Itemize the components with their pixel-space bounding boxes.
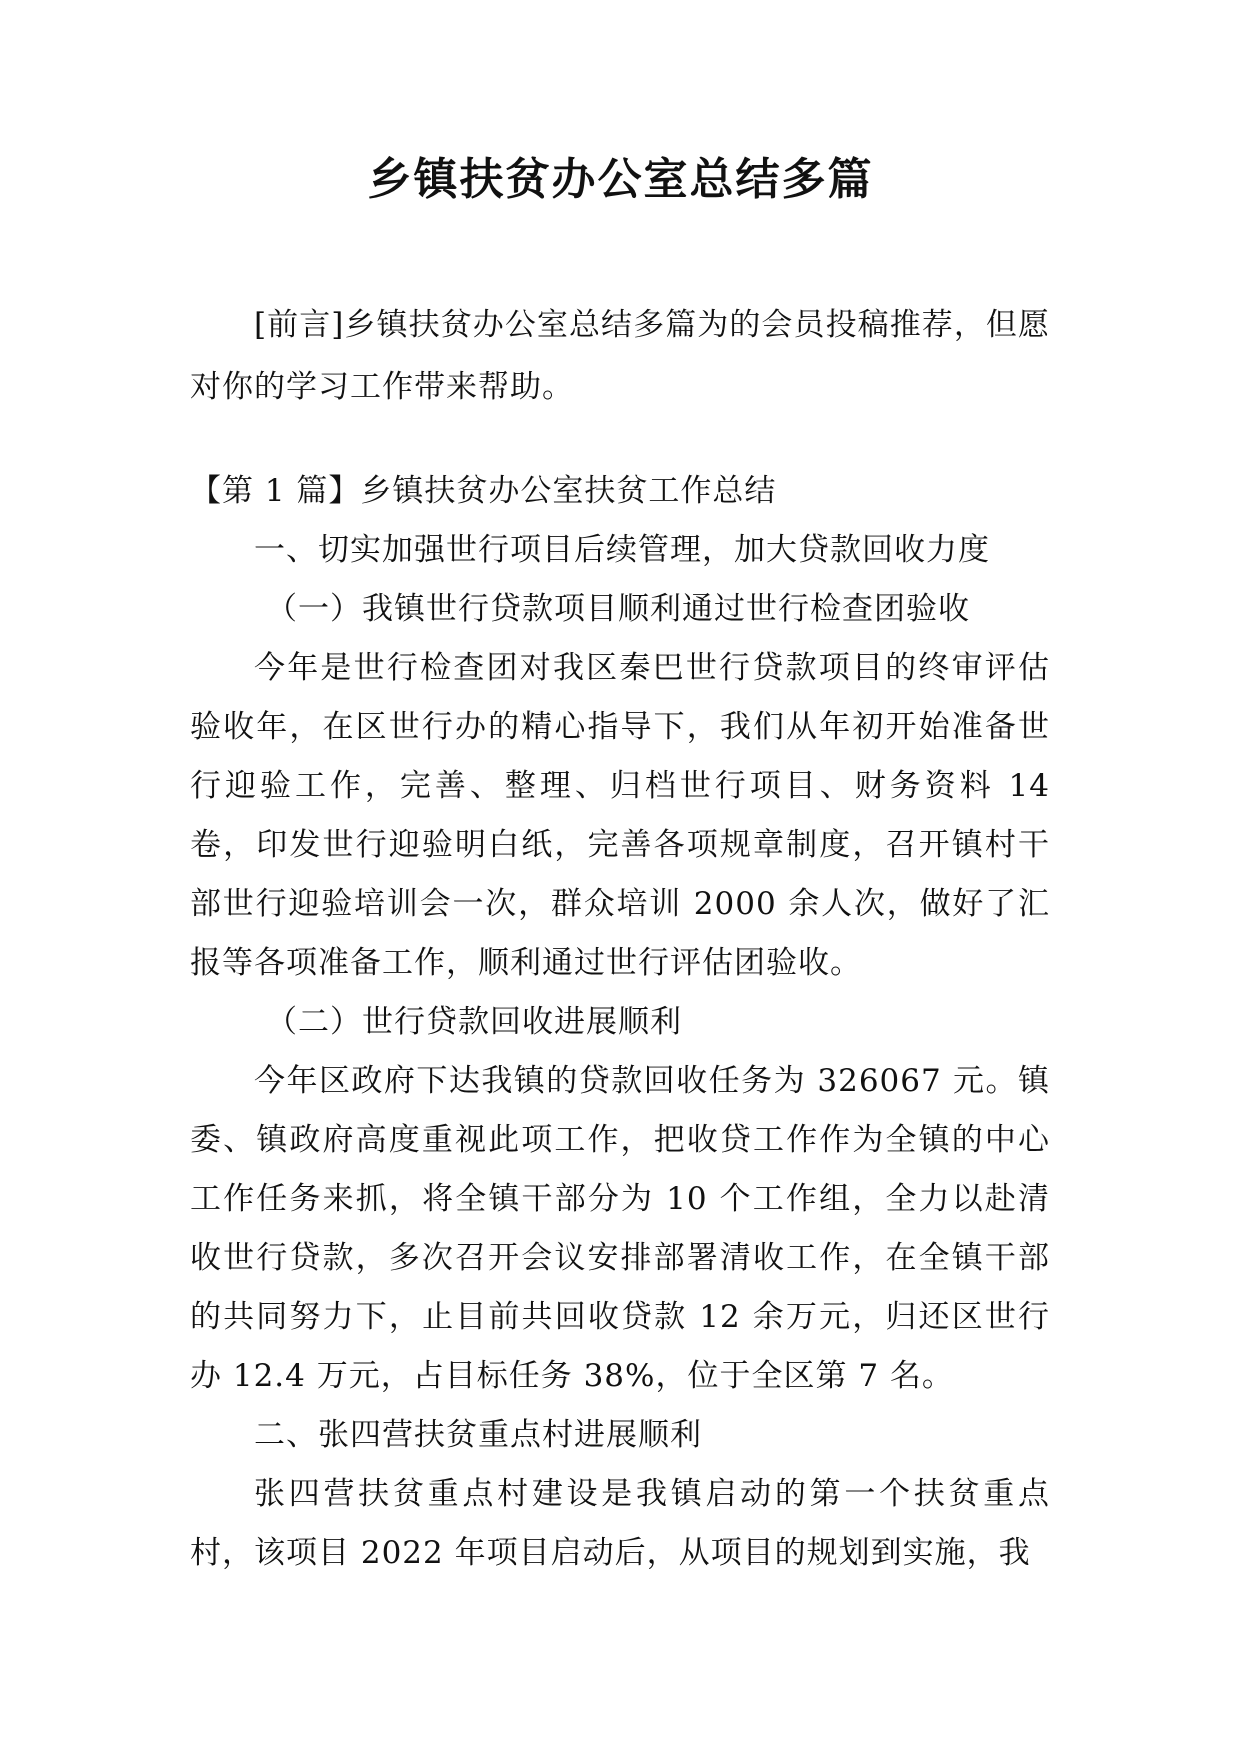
subheading-2: 二、张四营扶贫重点村进展顺利 xyxy=(254,1417,702,1453)
document-title: 乡镇扶贫办公室总结多篇 xyxy=(367,154,874,205)
section-heading: 【第 1 篇】乡镇扶贫办公室扶贫工作总结 xyxy=(190,473,777,509)
document-body xyxy=(190,462,1050,1583)
subheading-1-1: （一）我镇世行贷款项目顺利通过世行检查团验收 xyxy=(266,591,970,627)
subheading-1: 一、切实加强世行项目后续管理，加大贷款回收力度 xyxy=(254,532,990,568)
body-paragraph: 张四营扶贫重点村建设是我镇启动的第一个扶贫重点村，该项目 2022 年项目启动后，从项目的规划到实施，我 xyxy=(190,1476,1050,1571)
body-paragraph: 今年是世行检查团对我区秦巴世行贷款项目的终审评估验收年，在区世行办的精心指导下，我们从年初开始准备世行迎验工作，完善、整理、归档世行项目、财务资料 14 卷，印发世行迎验明白纸，完善各项规章制度，召开镇村干部世行迎验培训会一次，群众培训 2000 余人次，做好了汇报等各项准备工作，顺利通过世行评估团验收。 xyxy=(190,650,1050,981)
preface-block xyxy=(190,294,1050,418)
preface-paragraph: [前言]乡镇扶贫办公室总结多篇为的会员投稿推荐，但愿对你的学习工作带来帮助。 xyxy=(190,307,1050,405)
subheading-1-2: （二）世行贷款回收进展顺利 xyxy=(266,1004,682,1040)
body-paragraph: 今年区政府下达我镇的贷款回收任务为 326067 元。镇委、镇政府高度重视此项工作，把收贷工作作为全镇的中心工作任务来抓，将全镇干部分为 10 个工作组，全力以赴清收世行贷款，多次召开会议安排部署清收工作，在全镇干部的共同努力下，止目前共回收贷款 12 余万元，归还区世行办 12.4 万元，占目标任务 38%，位于全区第 7 名。 xyxy=(190,1063,1050,1394)
